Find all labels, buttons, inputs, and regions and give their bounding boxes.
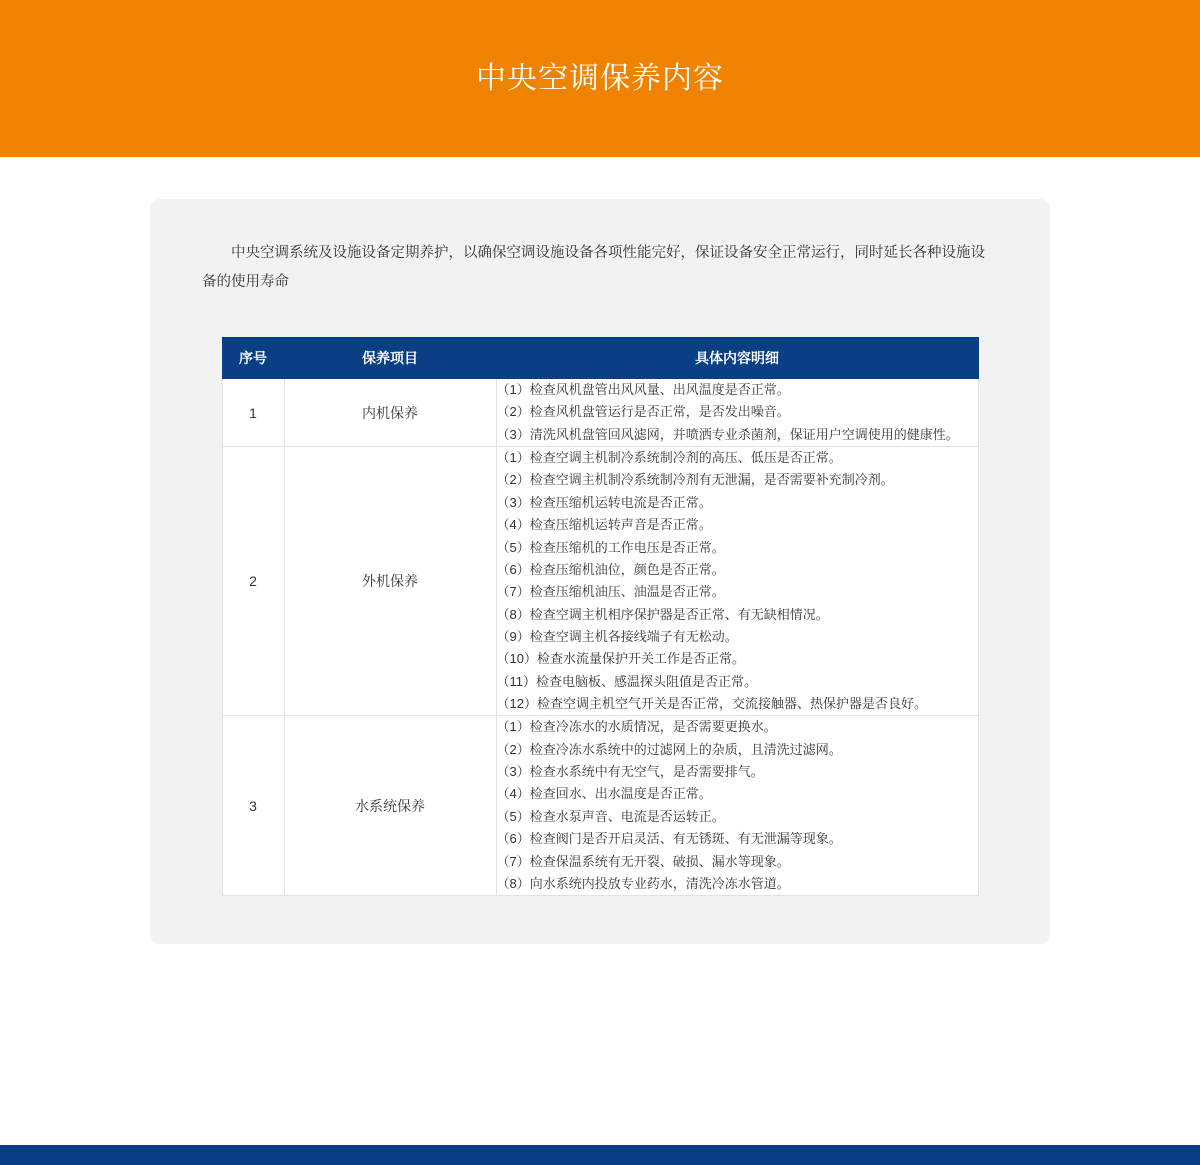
detail-item: （12）检查空调主机空气开关是否正常，交流接触器、热保护器是否良好。: [496, 696, 927, 712]
header-banner: [0, 0, 1200, 157]
table-row: [222, 716, 978, 896]
row-detail: [496, 379, 978, 447]
detail-item: （8）检查空调主机相序保护器是否正常、有无缺相情况。: [496, 606, 829, 622]
maintenance-table: [222, 337, 979, 896]
row-item-name: 水系统保养: [284, 716, 496, 896]
detail-item: （2）检查空调主机制冷系统制冷剂有无泄漏，是否需要补充制冷剂。: [496, 472, 894, 488]
row-detail: [496, 716, 978, 896]
detail-item: （5）检查压缩机的工作电压是否正常。: [496, 539, 725, 555]
detail-item: （2）检查风机盘管运行是否正常，是否发出噪音。: [496, 404, 790, 420]
detail-item: （1）检查空调主机制冷系统制冷剂的高压、低压是否正常。: [496, 450, 842, 466]
detail-item: （4）检查回水、出水温度是否正常。: [496, 786, 712, 802]
footer-bar: [0, 1145, 1200, 1165]
column-header-item: 保养项目: [284, 338, 496, 379]
detail-list: [497, 447, 978, 715]
detail-item: （10）检查水流量保护开关工作是否正常。: [496, 651, 745, 667]
detail-item: （4）检查压缩机运转声音是否正常。: [496, 517, 712, 533]
detail-item: （8）向水系统内投放专业药水，清洗冷冻水管道。: [496, 875, 790, 891]
content-wrapper: [0, 157, 1200, 944]
table-row: [222, 447, 978, 716]
table-header: [222, 338, 978, 379]
detail-item: （1）检查冷冻水的水质情况，是否需要更换水。: [496, 719, 777, 735]
content-card: [150, 199, 1050, 944]
page-title: 中央空调保养内容: [476, 61, 724, 95]
detail-item: （7）检查保温系统有无开裂、破损、漏水等现象。: [496, 853, 790, 869]
table-header-row: [222, 338, 978, 379]
row-number: 3: [222, 716, 284, 896]
detail-item: （3）清洗风机盘管回风滤网，并喷洒专业杀菌剂，保证用户空调使用的健康性。: [496, 426, 959, 442]
detail-item: （5）检查水泵声音、电流是否运转正。: [496, 808, 725, 824]
detail-item: （1）检查风机盘管出风风量、出风温度是否正常。: [496, 382, 790, 397]
column-header-no: 序号: [222, 338, 284, 379]
detail-item: （9）检查空调主机各接线端子有无松动。: [496, 628, 738, 644]
detail-item: （3）检查水系统中有无空气，是否需要排气。: [496, 764, 764, 780]
row-number: 1: [222, 379, 284, 447]
table-row: [222, 379, 978, 447]
detail-item: （11）检查电脑板、感温探头阻值是否正常。: [496, 673, 757, 689]
detail-item: （7）检查压缩机油压、油温是否正常。: [496, 584, 725, 600]
row-item-name: 内机保养: [284, 379, 496, 447]
row-item-name: 外机保养: [284, 447, 496, 716]
row-detail: [496, 447, 978, 716]
detail-item: （6）检查压缩机油位，颜色是否正常。: [496, 561, 725, 577]
detail-item: （6）检查阀门是否开启灵活、有无锈斑、有无泄漏等现象。: [496, 831, 842, 847]
intro-paragraph: 中央空调系统及设施设备定期养护，以确保空调设施设备各项性能完好，保证设备安全正常运行，同时延长各种设施设备的使用寿命: [202, 245, 985, 290]
column-header-detail: 具体内容明细: [496, 338, 978, 379]
detail-list: [497, 379, 978, 446]
row-number: 2: [222, 447, 284, 716]
detail-item: （2）检查冷冻水系统中的过滤网上的杂质，且清洗过滤网。: [496, 741, 842, 757]
table-body: [222, 379, 978, 896]
detail-item: （3）检查压缩机运转电流是否正常。: [496, 494, 712, 510]
detail-list: [497, 716, 978, 895]
